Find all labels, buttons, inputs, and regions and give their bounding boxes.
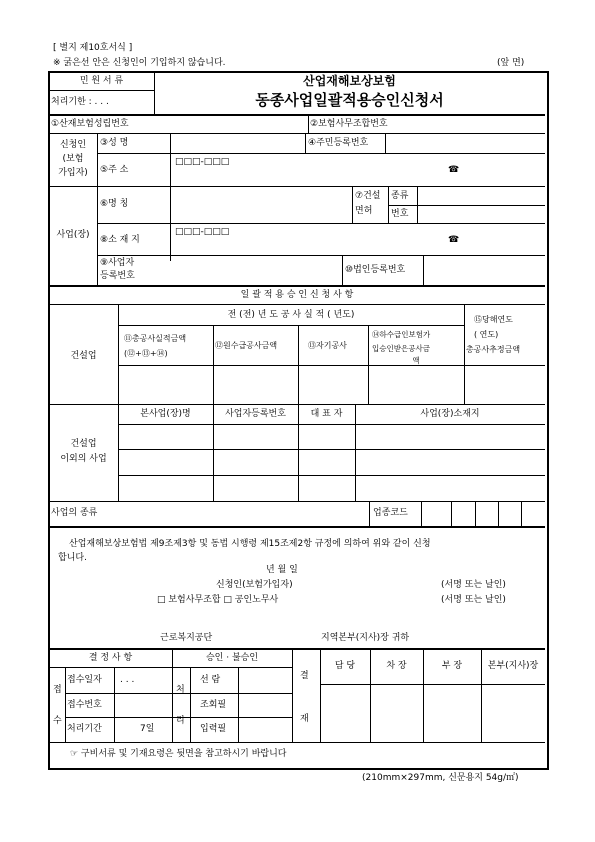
postal-code-boxes[interactable]: □□□-□□□ [175,157,230,167]
approver-staff: 담 당 [334,661,356,671]
license-kind-label: 종류 [391,191,409,201]
other-label-2: 이외의 사업 [60,454,107,464]
receipt-label-1: 접 [53,685,62,695]
applicant-label-3: 가입자) [58,168,88,178]
decision-header: 결 정 사 항 [88,653,133,663]
col13-label: ⑬자기공사 [308,341,347,350]
license-number-label: 번호 [391,209,409,219]
recv-date-value: . . . [120,675,135,685]
col15-label-2: ( 연도) [474,330,499,339]
recv-no-label: 접수번호 [67,700,102,710]
branch-addressee: 지역본부(지사)장 귀하 [321,633,410,643]
header-note: ※ 굵은선 안은 신청인이 기입하지 않습니다. [53,58,226,68]
period-value: 7일 [140,724,155,734]
prev-year-label: 전 (전) 년 도 공 사 실 적 ( 년도) [227,310,355,320]
constr-license-label-1: ⑦건설 [355,191,381,201]
docs-label: 민 원 서 류 [79,76,124,86]
reg-no-label-2: 등록번호 [100,271,135,281]
receipt-label-2: 수 [53,716,62,726]
address-label: ⑤주 소 [100,165,129,175]
approver-deputy: 차 장 [386,661,407,671]
signature-note-2: (서명 또는 날인) [441,595,506,605]
business-label: 사업(장) [56,230,90,240]
form-number: [ 별지 제10호서식 ] [53,43,133,53]
col11-label-2: (⑫+⑬+⑭) [124,349,168,358]
constr-license-label-2: 면허 [355,206,373,216]
industry-code-label: 업종코드 [373,508,408,518]
approver-head: 본부(지사)장 [487,661,539,671]
approval-col-label-2: 재 [300,714,309,724]
page-title: 동종사업일괄적용승인신청서 [255,91,444,109]
process-label-1: 처 [176,685,185,695]
applicant-signature-label: 신청인(보험가입자) [216,580,293,590]
phone-icon: ☎ [448,165,460,175]
construction-label: 건설업 [70,351,97,361]
applicant-label-2: (보험 [62,154,84,164]
other-label-1: 건설업 [70,439,97,449]
agency-checkboxes[interactable]: □ 보험사무조합 □ 공인노무사 [157,595,279,605]
business-name-label: ⑥명 칭 [100,199,129,209]
col11-label-1: ⑪총공사실적금액 [124,334,187,343]
other-head-location: 사업(장)소재지 [420,409,480,419]
declaration-text-2: 합니다. [58,553,87,563]
lookup-label: 조회필 [200,700,227,710]
location-label: ⑧소 재 지 [100,235,140,245]
input-label: 입력필 [200,724,227,734]
col14-label-1: ⑭하수급인보험가 [372,330,431,339]
col14-label-3: 액 [412,356,420,365]
approve-header: 승인 · 불승인 [205,653,259,663]
col14-label-2: 입승인받은공사금 [372,344,430,353]
signature-note-1: (서명 또는 날인) [441,580,506,590]
approver-manager: 부 장 [441,661,463,671]
period-label: 처리기간 [67,724,102,734]
resident-no-label: ④주민등록번호 [308,138,369,148]
other-head-reg: 사업자등록번호 [225,409,286,419]
deadline-label: 처리기한 : . . . [51,97,109,107]
business-phone-icon: ☎ [448,235,460,245]
agency-no-label: ②보험사무조합번호 [310,119,388,129]
col12-label: ⑫원수급공사금액 [215,341,278,350]
process-label-2: 리 [176,716,185,726]
declaration-text-1: 산업재해보상보험법 제9조제3항 및 동법 시행령 제15조제2항 규정에 의하여 위와 같이 신청 [69,539,431,549]
approval-title: 일 괄 적 용 승 인 신 청 사 항 [240,290,354,300]
paper-spec: (210mm×297mm, 신문용지 54g/㎡) [362,773,519,783]
org-name: 근로복지공단 [160,633,213,643]
bottom-note: ☞ 구비서류 및 기재요령은 뒷면을 참고하시기 바랍니다 [70,749,287,759]
business-postal-boxes[interactable]: □□□-□□□ [175,227,230,237]
recv-date-label: 접수일자 [67,675,102,685]
col15-label-3: 총공사추정금액 [466,345,521,354]
biz-type-label: 사업의 종류 [51,508,98,518]
page-side: (앞 면) [497,58,525,68]
applicant-label-1: 신청인 [59,140,87,150]
col15-label-1: ⑮당해연도 [474,315,513,324]
corp-no-label: ⑩법인등록번호 [345,265,406,275]
title-line-1: 산업재해보상보험 [303,74,396,88]
other-head-name: 본사업(장)명 [140,409,191,419]
approval-col-label-1: 결 [300,671,309,681]
insurance-no-label: ①산재보험성립번호 [51,119,129,129]
name-label: ③성 명 [100,138,129,148]
declaration-date: 년 월 일 [266,565,298,575]
other-head-rep: 대 표 자 [310,409,343,419]
ledger-label: 선 람 [200,675,221,685]
reg-no-label-1: ⑨사업자 [100,258,135,268]
